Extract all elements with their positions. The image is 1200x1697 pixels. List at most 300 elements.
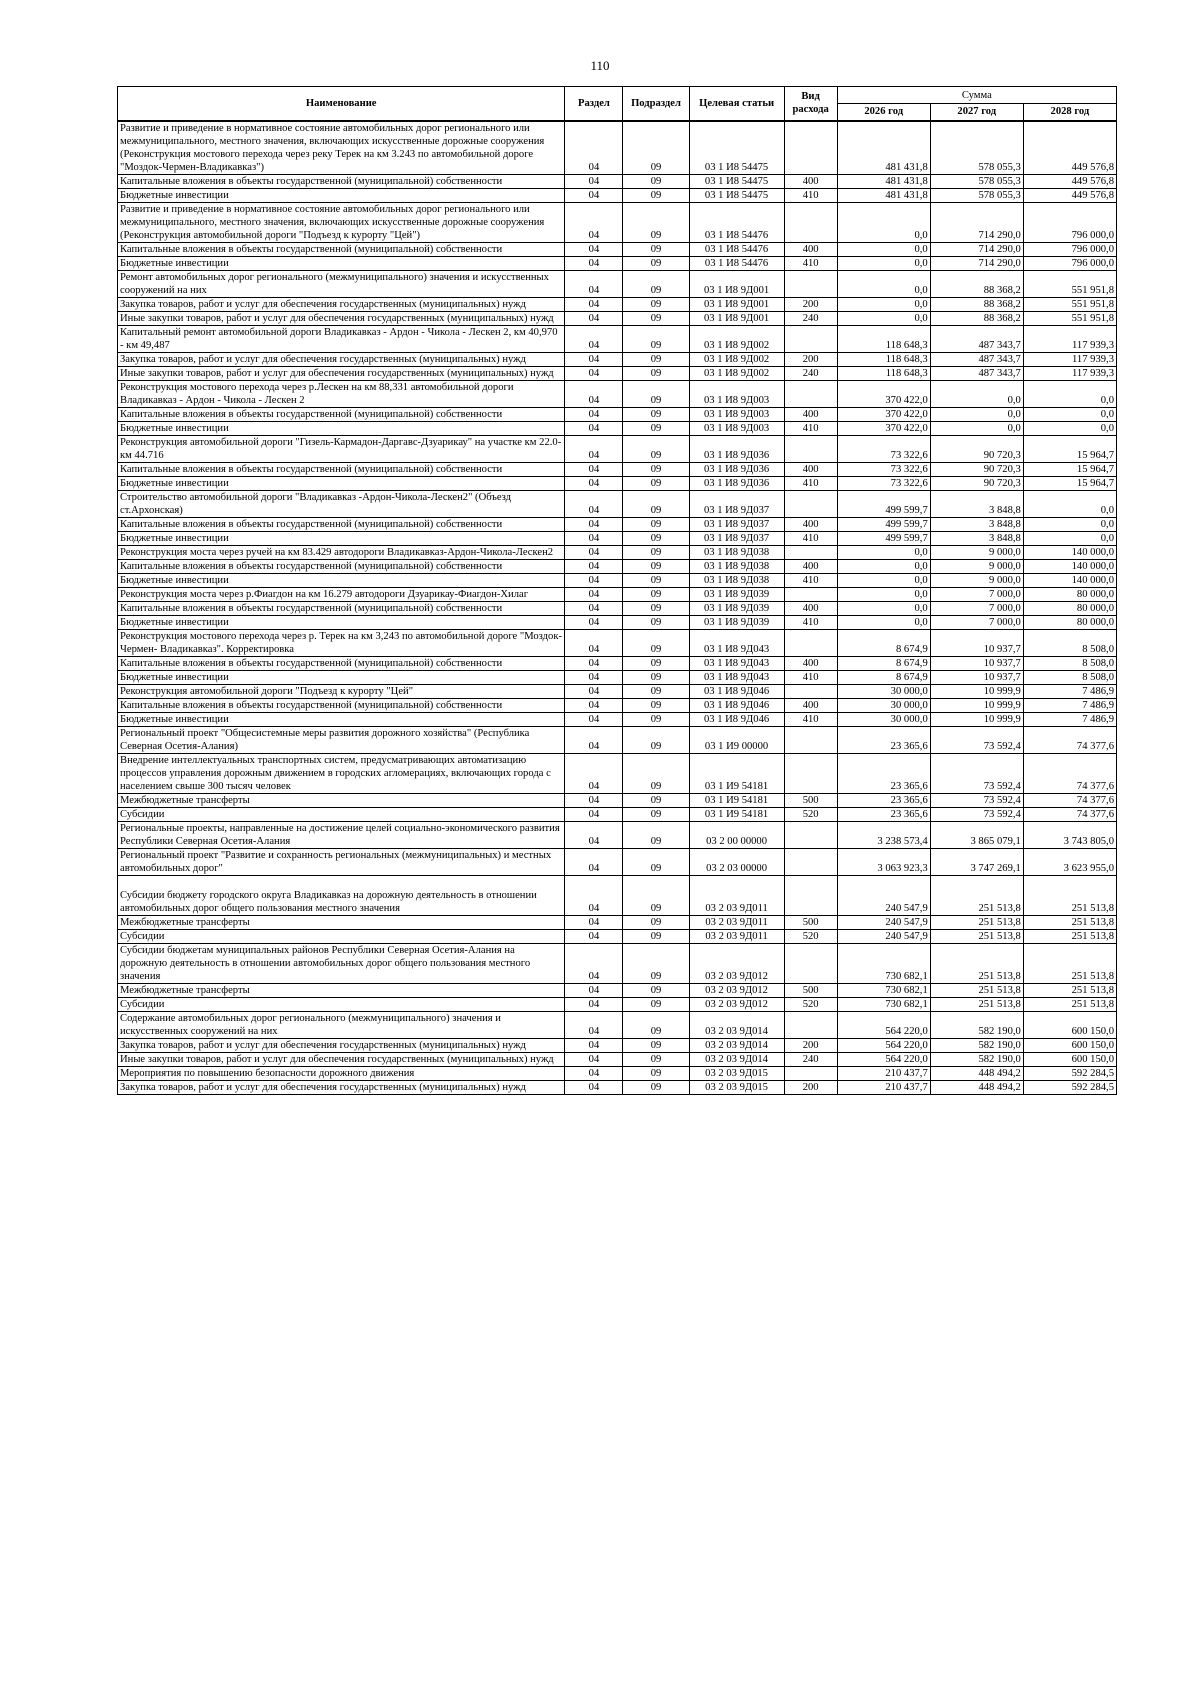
cell-razdel: 04 [565, 726, 623, 753]
cell-vid: 200 [784, 297, 837, 311]
cell-vid: 410 [784, 615, 837, 629]
cell-podrazdel: 09 [623, 380, 689, 407]
cell-vid [784, 943, 837, 983]
cell-podrazdel: 09 [623, 545, 689, 559]
cell-vid: 400 [784, 407, 837, 421]
cell-name: Бюджетные инвестиции [118, 712, 565, 726]
cell-2027: 251 513,8 [930, 943, 1023, 983]
cell-2026: 30 000,0 [837, 698, 930, 712]
cell-podrazdel: 09 [623, 325, 689, 352]
cell-2028: 600 150,0 [1023, 1052, 1116, 1066]
cell-2027: 251 513,8 [930, 875, 1023, 915]
cell-vid: 410 [784, 421, 837, 435]
cell-2027: 90 720,3 [930, 476, 1023, 490]
cell-podrazdel: 09 [623, 629, 689, 656]
cell-2026: 0,0 [837, 270, 930, 297]
cell-razdel: 04 [565, 270, 623, 297]
cell-2028: 7 486,9 [1023, 698, 1116, 712]
cell-2027: 578 055,3 [930, 188, 1023, 202]
budget-table [117, 86, 1117, 1095]
cell-name: Бюджетные инвестиции [118, 531, 565, 545]
cell-name: Региональный проект "Развитие и сохранность региональных (межмуниципальных) и местных автомобильных дорог" [118, 848, 565, 875]
cell-2028: 7 486,9 [1023, 712, 1116, 726]
cell-2027: 3 865 079,1 [930, 821, 1023, 848]
cell-vid: 400 [784, 656, 837, 670]
table-row [118, 573, 1117, 587]
cell-2026: 73 322,6 [837, 462, 930, 476]
cell-name: Бюджетные инвестиции [118, 421, 565, 435]
cell-podrazdel: 09 [623, 1080, 689, 1094]
table-row [118, 311, 1117, 325]
cell-statya: 03 1 И8 9Д002 [689, 352, 784, 366]
cell-razdel: 04 [565, 848, 623, 875]
table-row [118, 325, 1117, 352]
cell-razdel: 04 [565, 202, 623, 242]
table-row [118, 297, 1117, 311]
cell-2026: 8 674,9 [837, 656, 930, 670]
cell-podrazdel: 09 [623, 1038, 689, 1052]
cell-vid [784, 270, 837, 297]
cell-2028: 251 513,8 [1023, 943, 1116, 983]
cell-razdel: 04 [565, 1066, 623, 1080]
cell-name: Строительство автомобильной дороги "Владикавказ -Ардон-Чикола-Лескен2" (Объезд ст.Архонская) [118, 490, 565, 517]
cell-2028: 80 000,0 [1023, 601, 1116, 615]
cell-2026: 564 220,0 [837, 1052, 930, 1066]
cell-podrazdel: 09 [623, 462, 689, 476]
cell-2026: 0,0 [837, 297, 930, 311]
cell-2026: 23 365,6 [837, 793, 930, 807]
cell-podrazdel: 09 [623, 807, 689, 821]
cell-podrazdel: 09 [623, 793, 689, 807]
cell-2026: 0,0 [837, 202, 930, 242]
cell-2028: 15 964,7 [1023, 462, 1116, 476]
cell-vid: 520 [784, 929, 837, 943]
header-2028: 2028 год [1023, 104, 1116, 121]
cell-name: Капитальные вложения в объекты государственной (муниципальной) собственности [118, 242, 565, 256]
cell-2028: 117 939,3 [1023, 325, 1116, 352]
cell-statya: 03 2 03 9Д011 [689, 929, 784, 943]
cell-2027: 487 343,7 [930, 352, 1023, 366]
table-row [118, 270, 1117, 297]
cell-statya: 03 1 И8 9Д043 [689, 629, 784, 656]
cell-2026: 30 000,0 [837, 712, 930, 726]
cell-podrazdel: 09 [623, 656, 689, 670]
cell-name: Иные закупки товаров, работ и услуг для обеспечения государственных (муниципальных) нужд [118, 366, 565, 380]
cell-2026: 730 682,1 [837, 983, 930, 997]
cell-2026: 118 648,3 [837, 366, 930, 380]
cell-2028: 551 951,8 [1023, 270, 1116, 297]
cell-razdel: 04 [565, 476, 623, 490]
cell-podrazdel: 09 [623, 848, 689, 875]
cell-razdel: 04 [565, 517, 623, 531]
cell-razdel: 04 [565, 615, 623, 629]
cell-2028: 3 623 955,0 [1023, 848, 1116, 875]
table-row [118, 875, 1117, 915]
cell-name: Содержание автомобильных дорог регионального (межмуниципального) значения и искусственных сооружений на них [118, 1011, 565, 1038]
cell-podrazdel: 09 [623, 601, 689, 615]
cell-2026: 8 674,9 [837, 670, 930, 684]
cell-2028: 796 000,0 [1023, 242, 1116, 256]
cell-vid: 200 [784, 1038, 837, 1052]
cell-2026: 73 322,6 [837, 435, 930, 462]
cell-razdel: 04 [565, 684, 623, 698]
cell-podrazdel: 09 [623, 670, 689, 684]
cell-statya: 03 1 И8 9Д043 [689, 656, 784, 670]
cell-name: Региональные проекты, направленные на достижение целей социально-экономического развития Республики Северная Осетия-Алания [118, 821, 565, 848]
cell-razdel: 04 [565, 875, 623, 915]
cell-name: Региональный проект "Общесистемные меры развития дорожного хозяйства" (Республика Северная Осетия-Алания) [118, 726, 565, 753]
table-row [118, 915, 1117, 929]
cell-name: Мероприятия по повышению безопасности дорожного движения [118, 1066, 565, 1080]
cell-2027: 714 290,0 [930, 256, 1023, 270]
cell-2028: 0,0 [1023, 407, 1116, 421]
header-vid: Вид расхода [784, 87, 837, 121]
cell-razdel: 04 [565, 462, 623, 476]
cell-razdel: 04 [565, 559, 623, 573]
cell-vid: 410 [784, 256, 837, 270]
cell-name: Реконструкция моста через ручей на км 83.429 автодороги Владикавказ-Ардон-Чикола-Лескен2 [118, 545, 565, 559]
cell-2027: 578 055,3 [930, 121, 1023, 175]
cell-razdel: 04 [565, 1038, 623, 1052]
cell-2027: 10 999,9 [930, 684, 1023, 698]
cell-vid [784, 629, 837, 656]
cell-name: Капитальные вложения в объекты государственной (муниципальной) собственности [118, 559, 565, 573]
cell-2028: 117 939,3 [1023, 366, 1116, 380]
cell-statya: 03 1 И8 9Д003 [689, 421, 784, 435]
cell-statya: 03 2 03 9Д012 [689, 983, 784, 997]
cell-razdel: 04 [565, 983, 623, 997]
cell-2027: 582 190,0 [930, 1011, 1023, 1038]
cell-razdel: 04 [565, 753, 623, 793]
cell-statya: 03 2 03 9Д011 [689, 915, 784, 929]
cell-podrazdel: 09 [623, 202, 689, 242]
cell-2028: 449 576,8 [1023, 174, 1116, 188]
cell-2026: 499 599,7 [837, 490, 930, 517]
cell-name: Внедрение интеллектуальных транспортных систем, предусматривающих автоматизацию процессов управления дорожным движением в городских агломерациях, включающих города с населением свыше 300 тысяч человек [118, 753, 565, 793]
cell-vid: 410 [784, 573, 837, 587]
cell-vid [784, 490, 837, 517]
cell-podrazdel: 09 [623, 366, 689, 380]
cell-vid [784, 726, 837, 753]
cell-podrazdel: 09 [623, 421, 689, 435]
cell-vid: 410 [784, 476, 837, 490]
cell-name: Капитальные вложения в объекты государственной (муниципальной) собственности [118, 462, 565, 476]
cell-statya: 03 1 И8 9Д037 [689, 517, 784, 531]
cell-razdel: 04 [565, 807, 623, 821]
cell-vid [784, 380, 837, 407]
cell-statya: 03 2 03 9Д015 [689, 1080, 784, 1094]
cell-vid: 400 [784, 174, 837, 188]
cell-2027: 0,0 [930, 407, 1023, 421]
cell-2027: 10 999,9 [930, 712, 1023, 726]
cell-razdel: 04 [565, 573, 623, 587]
cell-statya: 03 1 И8 9Д039 [689, 615, 784, 629]
cell-vid [784, 684, 837, 698]
cell-podrazdel: 09 [623, 242, 689, 256]
cell-vid: 240 [784, 1052, 837, 1066]
cell-statya: 03 2 03 00000 [689, 848, 784, 875]
cell-statya: 03 1 И8 9Д036 [689, 462, 784, 476]
table-row [118, 476, 1117, 490]
table-row [118, 188, 1117, 202]
cell-name: Субсидии [118, 997, 565, 1011]
cell-vid: 400 [784, 517, 837, 531]
cell-podrazdel: 09 [623, 997, 689, 1011]
cell-name: Закупка товаров, работ и услуг для обеспечения государственных (муниципальных) нужд [118, 297, 565, 311]
cell-2026: 0,0 [837, 242, 930, 256]
header-sum: Сумма [837, 87, 1116, 104]
cell-2027: 448 494,2 [930, 1080, 1023, 1094]
cell-razdel: 04 [565, 490, 623, 517]
cell-2028: 74 377,6 [1023, 793, 1116, 807]
cell-podrazdel: 09 [623, 821, 689, 848]
cell-razdel: 04 [565, 821, 623, 848]
cell-razdel: 04 [565, 601, 623, 615]
table-row [118, 1066, 1117, 1080]
cell-statya: 03 1 И8 9Д037 [689, 531, 784, 545]
cell-name: Развитие и приведение в нормативное состояние автомобильных дорог регионального или межмуниципального, местного значения, включающих искусственные дорожные сооружения (Реконструкция мостового перехода через реку Терек на км 3.243 по автомобильной дороге "Моздок-Чермен-Владикавказ") [118, 121, 565, 175]
cell-name: Межбюджетные трансферты [118, 793, 565, 807]
cell-podrazdel: 09 [623, 983, 689, 997]
cell-razdel: 04 [565, 297, 623, 311]
table-row [118, 983, 1117, 997]
cell-2027: 251 513,8 [930, 915, 1023, 929]
cell-statya: 03 1 И8 54475 [689, 188, 784, 202]
cell-2026: 210 437,7 [837, 1066, 930, 1080]
cell-2027: 7 000,0 [930, 601, 1023, 615]
cell-2027: 9 000,0 [930, 573, 1023, 587]
cell-statya: 03 1 И8 9Д001 [689, 297, 784, 311]
cell-2028: 796 000,0 [1023, 256, 1116, 270]
cell-podrazdel: 09 [623, 698, 689, 712]
table-row [118, 366, 1117, 380]
cell-2026: 23 365,6 [837, 753, 930, 793]
cell-name: Бюджетные инвестиции [118, 256, 565, 270]
cell-podrazdel: 09 [623, 573, 689, 587]
header-statya: Целевая статьи [689, 87, 784, 121]
cell-vid: 520 [784, 997, 837, 1011]
cell-statya: 03 1 И8 54476 [689, 242, 784, 256]
cell-podrazdel: 09 [623, 270, 689, 297]
cell-name: Капитальные вложения в объекты государственной (муниципальной) собственности [118, 698, 565, 712]
cell-statya: 03 1 И8 9Д038 [689, 545, 784, 559]
cell-2028: 80 000,0 [1023, 587, 1116, 601]
cell-name: Реконструкция мостового перехода через р.Лескен на км 88,331 автомобильной дороги Владикавказ - Ардон - Чикола - Лескен 2 [118, 380, 565, 407]
cell-podrazdel: 09 [623, 490, 689, 517]
cell-vid: 520 [784, 807, 837, 821]
cell-razdel: 04 [565, 121, 623, 175]
cell-name: Закупка товаров, работ и услуг для обеспечения государственных (муниципальных) нужд [118, 1080, 565, 1094]
header-razdel: Раздел [565, 87, 623, 121]
cell-2028: 592 284,5 [1023, 1080, 1116, 1094]
cell-vid: 410 [784, 188, 837, 202]
cell-statya: 03 1 И8 54476 [689, 202, 784, 242]
cell-razdel: 04 [565, 545, 623, 559]
cell-vid: 410 [784, 531, 837, 545]
table-row [118, 753, 1117, 793]
cell-razdel: 04 [565, 943, 623, 983]
cell-podrazdel: 09 [623, 407, 689, 421]
table-row [118, 670, 1117, 684]
cell-2026: 370 422,0 [837, 380, 930, 407]
cell-2028: 251 513,8 [1023, 915, 1116, 929]
cell-razdel: 04 [565, 997, 623, 1011]
cell-2027: 0,0 [930, 421, 1023, 435]
cell-podrazdel: 09 [623, 311, 689, 325]
cell-2028: 3 743 805,0 [1023, 821, 1116, 848]
cell-2026: 499 599,7 [837, 517, 930, 531]
cell-podrazdel: 09 [623, 559, 689, 573]
cell-name: Межбюджетные трансферты [118, 915, 565, 929]
cell-razdel: 04 [565, 380, 623, 407]
cell-2027: 487 343,7 [930, 325, 1023, 352]
cell-razdel: 04 [565, 929, 623, 943]
cell-razdel: 04 [565, 421, 623, 435]
cell-2026: 118 648,3 [837, 352, 930, 366]
cell-vid: 500 [784, 915, 837, 929]
cell-2027: 3 848,8 [930, 517, 1023, 531]
cell-razdel: 04 [565, 407, 623, 421]
cell-2026: 0,0 [837, 615, 930, 629]
cell-vid [784, 545, 837, 559]
cell-2026: 0,0 [837, 256, 930, 270]
cell-statya: 03 2 03 9Д014 [689, 1052, 784, 1066]
cell-2027: 88 368,2 [930, 297, 1023, 311]
cell-podrazdel: 09 [623, 615, 689, 629]
cell-2026: 0,0 [837, 559, 930, 573]
cell-2027: 10 937,7 [930, 656, 1023, 670]
cell-razdel: 04 [565, 325, 623, 352]
cell-2028: 140 000,0 [1023, 573, 1116, 587]
cell-2027: 7 000,0 [930, 587, 1023, 601]
cell-name: Бюджетные инвестиции [118, 615, 565, 629]
cell-podrazdel: 09 [623, 712, 689, 726]
cell-statya: 03 1 И9 54181 [689, 753, 784, 793]
cell-2027: 578 055,3 [930, 174, 1023, 188]
table-row [118, 174, 1117, 188]
cell-2026: 370 422,0 [837, 421, 930, 435]
cell-2027: 3 848,8 [930, 490, 1023, 517]
cell-statya: 03 1 И8 9Д038 [689, 573, 784, 587]
cell-2027: 714 290,0 [930, 202, 1023, 242]
cell-2028: 74 377,6 [1023, 753, 1116, 793]
cell-2026: 730 682,1 [837, 997, 930, 1011]
cell-2026: 210 437,7 [837, 1080, 930, 1094]
cell-name: Закупка товаров, работ и услуг для обеспечения государственных (муниципальных) нужд [118, 352, 565, 366]
table-row [118, 462, 1117, 476]
cell-name: Реконструкция автомобильной дороги "Гизель-Кармадон-Даргавс-Дзуарикау" на участке км 22.0-км 44.716 [118, 435, 565, 462]
cell-name: Иные закупки товаров, работ и услуг для обеспечения государственных (муниципальных) нужд [118, 1052, 565, 1066]
cell-2027: 90 720,3 [930, 435, 1023, 462]
cell-2026: 481 431,8 [837, 174, 930, 188]
cell-2026: 0,0 [837, 545, 930, 559]
cell-2028: 0,0 [1023, 490, 1116, 517]
table-row [118, 559, 1117, 573]
table-row [118, 712, 1117, 726]
cell-statya: 03 1 И8 9Д001 [689, 311, 784, 325]
cell-statya: 03 1 И8 9Д002 [689, 325, 784, 352]
table-row [118, 848, 1117, 875]
cell-podrazdel: 09 [623, 476, 689, 490]
cell-2028: 251 513,8 [1023, 997, 1116, 1011]
cell-2028: 74 377,6 [1023, 807, 1116, 821]
cell-statya: 03 1 И8 9Д046 [689, 698, 784, 712]
cell-razdel: 04 [565, 1080, 623, 1094]
table-row [118, 435, 1117, 462]
cell-2026: 0,0 [837, 601, 930, 615]
cell-2028: 140 000,0 [1023, 545, 1116, 559]
cell-razdel: 04 [565, 174, 623, 188]
cell-podrazdel: 09 [623, 875, 689, 915]
cell-2027: 7 000,0 [930, 615, 1023, 629]
cell-2027: 88 368,2 [930, 270, 1023, 297]
cell-razdel: 04 [565, 670, 623, 684]
cell-2027: 73 592,4 [930, 726, 1023, 753]
cell-vid: 410 [784, 712, 837, 726]
cell-2028: 449 576,8 [1023, 188, 1116, 202]
table-row [118, 121, 1117, 175]
table-row [118, 807, 1117, 821]
cell-razdel: 04 [565, 712, 623, 726]
table-row [118, 929, 1117, 943]
cell-2026: 3 063 923,3 [837, 848, 930, 875]
cell-name: Реконструкция моста через р.Фиагдон на км 16.279 автодороги Дзуарикау-Фиагдон-Хилаг [118, 587, 565, 601]
cell-2027: 251 513,8 [930, 997, 1023, 1011]
cell-2027: 10 999,9 [930, 698, 1023, 712]
cell-2028: 117 939,3 [1023, 352, 1116, 366]
header-2027: 2027 год [930, 104, 1023, 121]
cell-podrazdel: 09 [623, 531, 689, 545]
cell-razdel: 04 [565, 629, 623, 656]
cell-statya: 03 2 03 9Д014 [689, 1038, 784, 1052]
cell-statya: 03 1 И8 9Д001 [689, 270, 784, 297]
cell-name: Капитальный ремонт автомобильной дороги Владикавказ - Ардон - Чикола - Лескен 2, км 40,970 - км 49,487 [118, 325, 565, 352]
cell-razdel: 04 [565, 256, 623, 270]
cell-razdel: 04 [565, 188, 623, 202]
table-row [118, 1080, 1117, 1094]
cell-statya: 03 1 И8 9Д003 [689, 407, 784, 421]
cell-2028: 551 951,8 [1023, 297, 1116, 311]
table-row [118, 1038, 1117, 1052]
cell-vid [784, 435, 837, 462]
table-row [118, 821, 1117, 848]
cell-statya: 03 1 И8 9Д037 [689, 490, 784, 517]
cell-2026: 564 220,0 [837, 1038, 930, 1052]
cell-2026: 730 682,1 [837, 943, 930, 983]
cell-statya: 03 1 И9 54181 [689, 807, 784, 821]
cell-podrazdel: 09 [623, 929, 689, 943]
cell-vid: 500 [784, 793, 837, 807]
cell-statya: 03 2 03 9Д011 [689, 875, 784, 915]
cell-podrazdel: 09 [623, 915, 689, 929]
cell-statya: 03 2 03 9Д015 [689, 1066, 784, 1080]
cell-name: Межбюджетные трансферты [118, 983, 565, 997]
cell-statya: 03 2 03 9Д012 [689, 943, 784, 983]
cell-2026: 499 599,7 [837, 531, 930, 545]
table-row [118, 793, 1117, 807]
cell-2026: 3 238 573,4 [837, 821, 930, 848]
cell-podrazdel: 09 [623, 587, 689, 601]
cell-razdel: 04 [565, 311, 623, 325]
table-row [118, 407, 1117, 421]
cell-statya: 03 1 И8 9Д002 [689, 366, 784, 380]
cell-2027: 487 343,7 [930, 366, 1023, 380]
cell-podrazdel: 09 [623, 256, 689, 270]
cell-2028: 600 150,0 [1023, 1011, 1116, 1038]
table-row [118, 943, 1117, 983]
cell-name: Бюджетные инвестиции [118, 670, 565, 684]
cell-statya: 03 1 И8 9Д046 [689, 712, 784, 726]
